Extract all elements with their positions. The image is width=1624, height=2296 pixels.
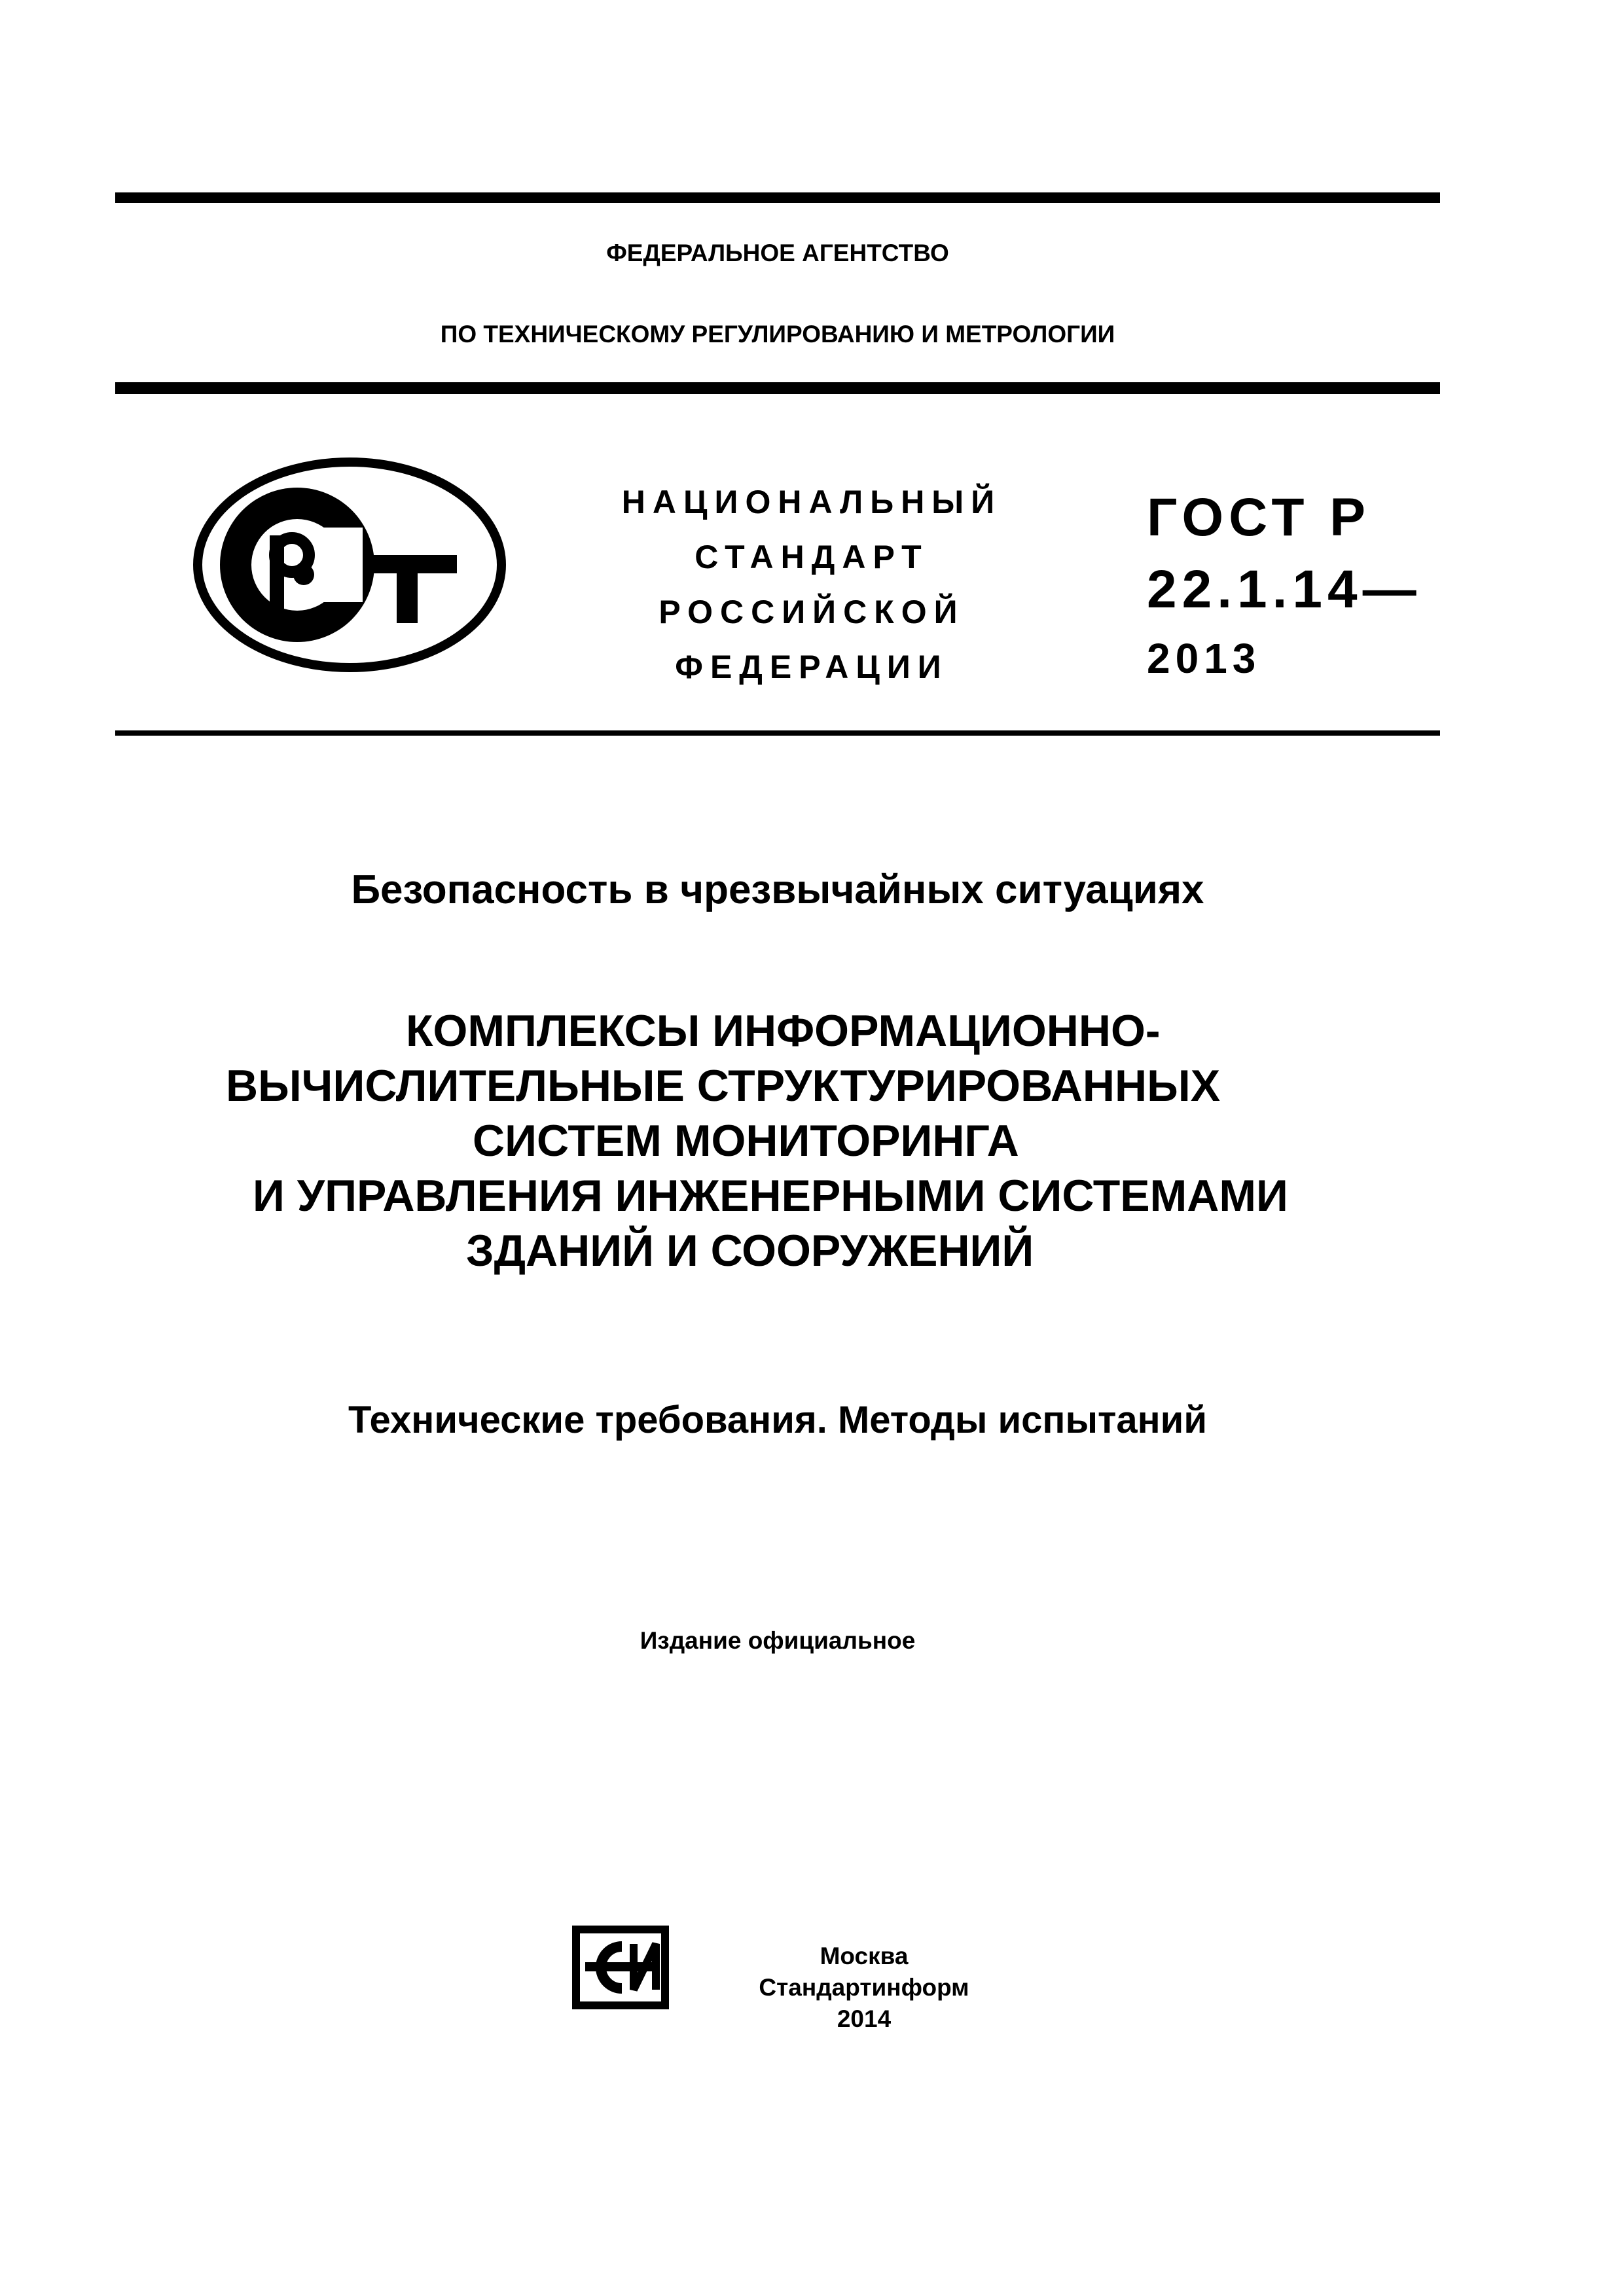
standard-designation: [1147, 482, 1422, 691]
standard-type-line-3: РОССИЙСКОЙ: [659, 594, 965, 630]
designation-line-2: 22.1.14—: [1147, 560, 1422, 619]
publisher-name: Стандартинформ: [759, 1974, 969, 2001]
designation-line-1: ГОСТ Р: [1147, 488, 1371, 547]
pct-certification-logo: [192, 457, 507, 673]
document-subtitle: Технические требования. Методы испытаний: [348, 1399, 1207, 1441]
edition-label: Издание официальное: [640, 1627, 916, 1654]
publisher-city: Москва: [820, 1943, 909, 1969]
title-line-4: И УПРАВЛЕНИЯ ИНЖЕНЕРНЫМИ СИСТЕМАМИ: [253, 1171, 1288, 1221]
standard-bottom-rule: [115, 730, 1440, 736]
standard-type-line-4: ФЕДЕРАЦИИ: [675, 649, 948, 685]
standard-type: [576, 475, 1047, 694]
standard-type-line-2: СТАНДАРТ: [695, 539, 929, 575]
publisher-year: 2014: [837, 2005, 892, 2032]
standartinform-logo: [571, 1924, 670, 2011]
top-rule: [115, 192, 1440, 203]
publisher-info: [720, 1941, 1008, 2035]
document-subject: Безопасность в чрезвычайных ситуациях: [351, 867, 1204, 912]
title-line-1: КОМПЛЕКСЫ ИНФОРМАЦИОННО-: [406, 1006, 1161, 1056]
title-line-2: ВЫЧИСЛИТЕЛЬНЫЕ СТРУКТУРИРОВАННЫХ: [226, 1061, 1221, 1111]
agency-line-2: ПО ТЕХНИЧЕСКОМУ РЕГУЛИРОВАНИЮ И МЕТРОЛОГИИ: [440, 321, 1115, 348]
agency-line-1: ФЕДЕРАЛЬНОЕ АГЕНТСТВО: [606, 240, 949, 266]
title-line-5: ЗДАНИЙ И СООРУЖЕНИЙ: [466, 1226, 1034, 1276]
standard-type-line-1: НАЦИОНАЛЬНЫЙ: [621, 484, 1002, 520]
title-line-3: СИСТЕМ МОНИТОРИНГА: [473, 1116, 1019, 1166]
agency-bottom-rule: [115, 382, 1440, 394]
designation-year: 2013: [1147, 635, 1261, 682]
